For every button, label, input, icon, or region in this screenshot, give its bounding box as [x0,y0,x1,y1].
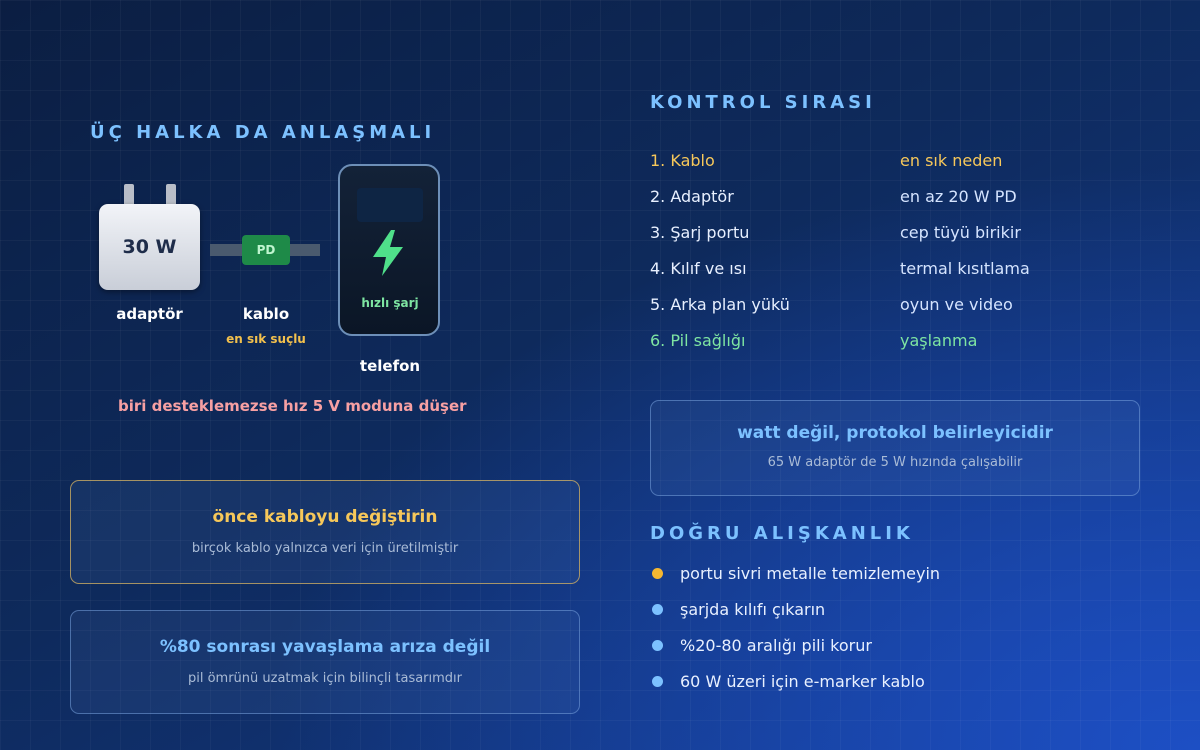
habit-item-2: şarjda kılıfı çıkarın [680,600,826,619]
phone-label: telefon [359,357,421,375]
bullet-dot-icon [652,604,663,615]
protocol-info-title: watt değil, protokol belirleyicidir [737,423,1053,443]
check-note-1: en sık neden [900,151,1003,170]
check-item-4: 4. Kılıf ve ısı [650,259,747,278]
adaptor-icon [99,204,200,290]
habit-item-3: %20-80 aralığı pili korur [680,636,872,655]
check-note-5: oyun ve video [900,295,1013,314]
check-item-6: 6. Pil sağlığı [650,331,746,350]
check-note-4: termal kısıtlama [900,259,1030,278]
phone-screen-bar [357,188,423,222]
check-note-6: yaşlanma [900,331,978,350]
tip-card-battery-title: %80 sonrası yavaşlama arıza değil [159,637,491,657]
protocol-info-card [650,400,1140,496]
tip-card-cable [70,480,580,584]
phone-screen-label: hızlı şarj [361,296,419,310]
fallback-warning: biri desteklemezse hız 5 V moduna düşer [118,397,467,415]
bullet-dot-icon [652,640,663,651]
adaptor-prong-left [124,184,134,206]
cable-label: kablo [242,305,290,323]
adaptor-label: adaptör [116,305,183,323]
lightning-bolt-icon [369,228,407,278]
check-item-1: 1. Kablo [650,151,715,170]
check-item-2: 2. Adaptör [650,187,734,206]
tip-card-battery [70,610,580,714]
adaptor-prong-right [166,184,176,206]
adaptor-wattage: 30 W [122,236,177,258]
protocol-info-subtitle: 65 W adaptör de 5 W hızında çalışabilir [767,455,1023,470]
cable-note: en sık suçlu [226,332,306,346]
check-order-heading: KONTROL SIRASI [650,92,876,113]
habit-item-4: 60 W üzeri için e-marker kablo [680,672,925,691]
check-note-3: cep tüyü birikir [900,223,1021,242]
habit-item-1: portu sivri metalle temizlemeyin [680,564,941,583]
bullet-dot-icon [652,568,663,579]
check-item-5: 5. Arka plan yükü [650,295,790,314]
left-heading: ÜÇ HALKA DA ANLAŞMALI [90,122,436,143]
check-item-3: 3. Şarj portu [650,223,750,242]
check-note-2: en az 20 W PD [900,187,1017,206]
habits-heading: DOĞRU ALIŞKANLIK [650,523,914,544]
tip-card-cable-subtitle: birçok kablo yalnızca veri için üretilmiştir [191,541,459,556]
tip-card-battery-subtitle: pil ömrünü uzatmak için bilinçli tasarımdır [187,671,463,686]
tip-card-cable-title: önce kabloyu değiştirin [212,507,438,527]
pd-connector: PD [242,235,290,265]
bullet-dot-icon [652,676,663,687]
